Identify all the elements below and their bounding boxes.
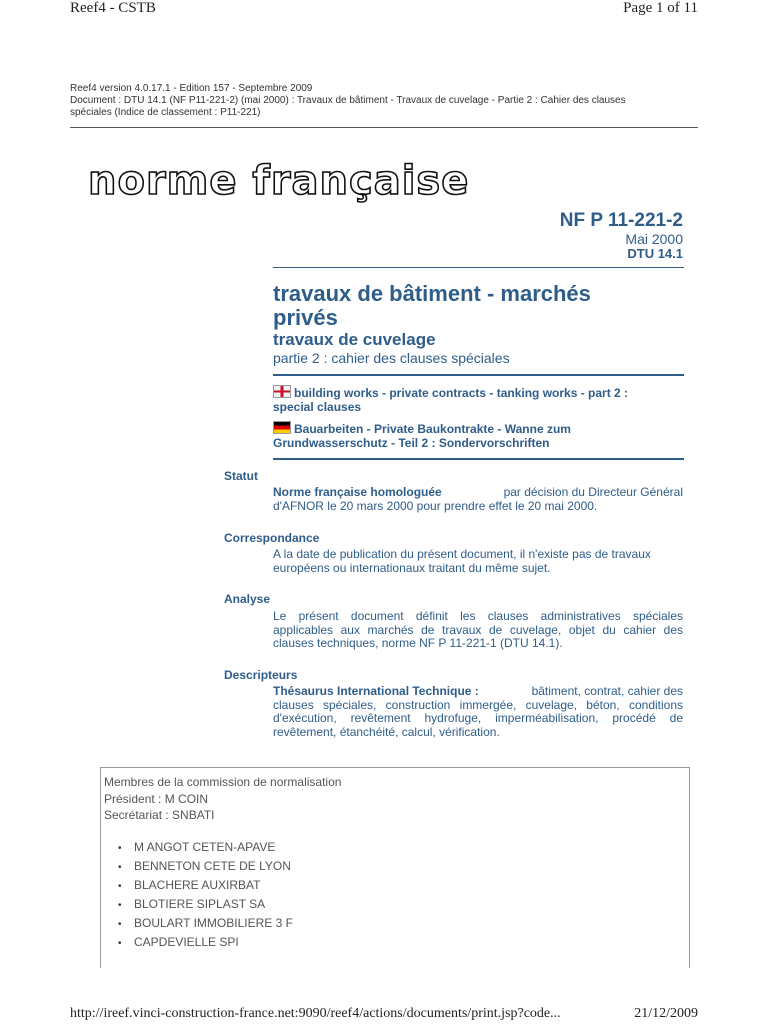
english-title-line2: special clauses xyxy=(273,400,362,414)
descripteurs-text xyxy=(273,685,683,739)
print-header-page: Page 1 of 11 xyxy=(623,0,698,16)
meta-classification: spéciales (Indice de classement : P11-221) xyxy=(70,107,261,118)
uk-flag-icon xyxy=(273,385,291,398)
print-footer-date: 21/12/2009 xyxy=(634,1006,698,1021)
document-title-line2: privés xyxy=(273,305,338,330)
descripteurs-rest-line1: bâtiment, contrat, cahier des xyxy=(531,684,683,698)
member-item: • M ANGOT CETEN-APAVE xyxy=(118,838,293,857)
descripteurs-line3: d'exécution, revêtement hydrofuge, imperméabilisation, procédé de xyxy=(273,711,683,725)
norme-francaise-logo: norme française xyxy=(88,158,470,204)
commission-title: Membres de la commission de normalisation xyxy=(104,775,342,789)
title-top-divider xyxy=(273,267,684,268)
statut-bold: Norme française homologuée xyxy=(273,485,442,499)
german-title-line2: Grundwasserschutz - Teil 2 : Sondervorschriften xyxy=(273,436,550,450)
member-item: • BLOTIERE SIPLAST SA xyxy=(118,895,293,914)
document-title xyxy=(273,282,591,330)
member-item: • BLACHERE AUXIRBAT xyxy=(118,876,293,895)
descripteurs-label: Descripteurs xyxy=(224,668,298,682)
statut-label: Statut xyxy=(224,469,258,483)
correspondance-line1: A la date de publication du présent document, il n'existe pas de travaux xyxy=(273,547,651,561)
member-item: • CAPDEVIELLE SPI xyxy=(118,933,293,952)
correspondance-line2: européens ou internationaux traitant du même sujet. xyxy=(273,560,551,575)
print-header-title: Reef4 - CSTB xyxy=(70,0,156,16)
commission-secretariat: Secrétariat : SNBATI xyxy=(104,808,215,822)
document-part: partie 2 : cahier des clauses spéciales xyxy=(273,350,510,366)
meta-document: Document : DTU 14.1 (NF P11-221-2) (mai 2000) : Travaux de bâtiment - Travaux de cuvelage - Partie 2 : Cahier des clauses xyxy=(70,95,626,106)
descripteurs-bold: Thésaurus International Technique : xyxy=(273,684,479,698)
germany-flag-icon xyxy=(273,421,291,434)
member-item: • BENNETON CETE DE LYON xyxy=(118,857,293,876)
standard-date: Mai 2000 xyxy=(625,231,683,247)
analyse-text xyxy=(273,610,683,651)
title-bottom-divider xyxy=(273,374,684,376)
standard-dtu: DTU 14.1 xyxy=(627,246,683,261)
correspondance-text xyxy=(273,548,683,575)
standard-code: NF P 11-221-2 xyxy=(559,210,683,231)
meta-divider xyxy=(70,127,698,128)
document-title-line1: travaux de bâtiment - marchés xyxy=(273,281,591,306)
analyse-line1: Le présent document définit les clauses administratives spéciales xyxy=(273,609,683,623)
english-title-line1: building works - private contracts - tanking works - part 2 : xyxy=(294,386,629,400)
german-title-line1: Bauarbeiten - Private Baukontrakte - Wanne zum xyxy=(294,422,571,436)
german-title xyxy=(273,421,571,450)
document-subtitle: travaux de cuvelage xyxy=(273,330,436,349)
commission-president: Président : M COIN xyxy=(104,792,209,806)
meta-version: Reef4 version 4.0.17.1 - Edition 157 - Septembre 2009 xyxy=(70,83,313,94)
member-item: • BOULART IMMOBILIERE 3 F xyxy=(118,914,293,933)
descripteurs-line2: clauses spéciales, construction immergée, cuvelage, béton, conditions xyxy=(273,697,683,712)
statut-rest-line2: d'AFNOR le 20 mars 2000 pour prendre effet le 20 mai 2000. xyxy=(273,498,598,513)
descripteurs-line4: revêtement, étanchéité, calcul, vérification. xyxy=(273,724,500,739)
english-title xyxy=(273,385,628,414)
correspondance-label: Correspondance xyxy=(224,531,320,545)
commission-members-list xyxy=(118,838,293,952)
analyse-line3: clauses techniques, norme NF P 11-221-1 (DTU 14.1). xyxy=(273,636,563,650)
statut-rest-line1: par décision du Directeur Général xyxy=(503,485,683,499)
analyse-line2: applicables aux marchés de travaux de cuvelage, objet du cahier des xyxy=(273,622,683,637)
print-footer-url: http://ireef.vinci-construction-france.net:9090/reef4/actions/documents/print.jsp?code... xyxy=(70,1006,561,1021)
translations-divider xyxy=(273,458,684,460)
analyse-label: Analyse xyxy=(224,592,271,606)
statut-text xyxy=(273,486,683,513)
